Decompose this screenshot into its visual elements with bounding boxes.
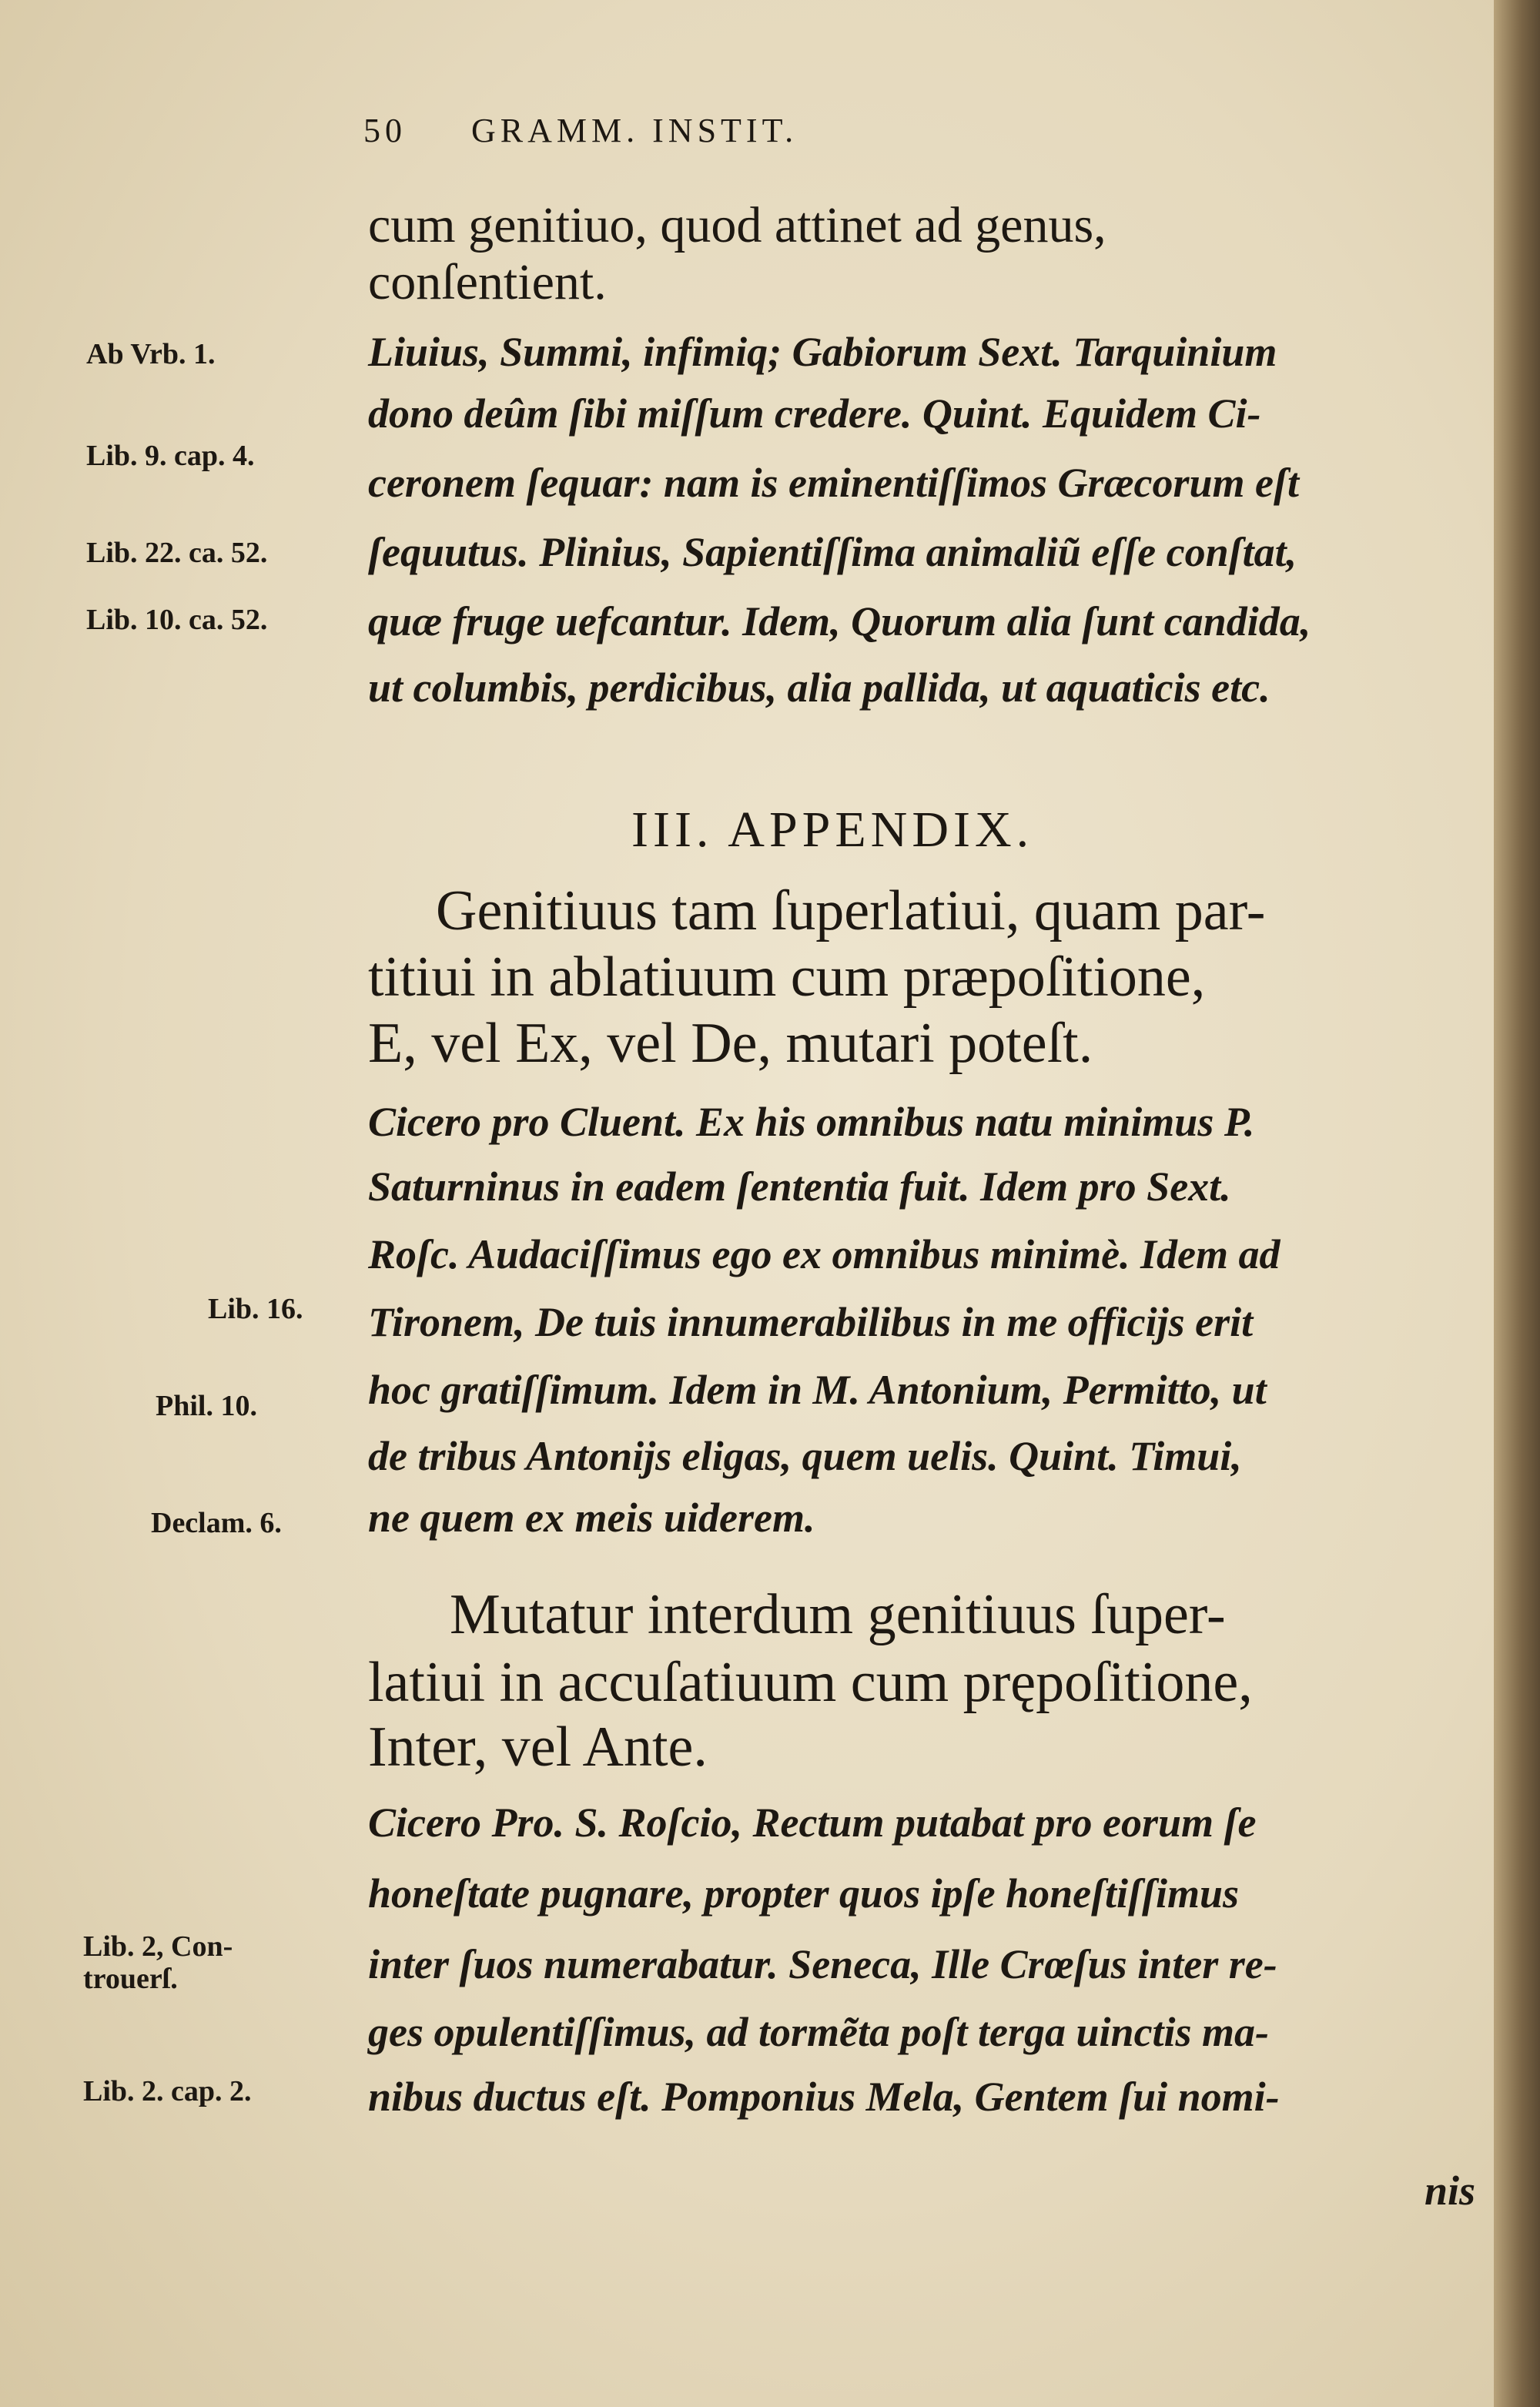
margin-note: Lib. 2, Con- [83,1930,233,1963]
example-line: honeſtate pugnare, propter quos ipſe honeſtiſſimus [368,1870,1240,1917]
catchword: nis [1424,2168,1476,2214]
margin-note: Lib. 9. cap. 4. [86,440,255,472]
quotation-line: ſequutus. Plinius, Sapientiſſima animaliũ eſſe conſtat, [368,529,1297,575]
rule-line: E, vel Ex, vel De, mutari poteſt. [368,1012,1093,1075]
example-line: ne quem ex meis uiderem. [368,1495,815,1541]
quotation-line: dono deûm ſibi miſſum credere. Quint. Equidem Ci- [368,390,1261,437]
margin-note: Declam. 6. [151,1507,282,1539]
quotation-line: ceronem ſequar: nam is eminentiſſimos Græcorum eſt [368,460,1299,506]
example-line: Cicero Pro. S. Roſcio, Rectum putabat pro eorum ſe [368,1799,1257,1846]
rule-line: titiui in ablatiuum cum præpoſitione, [368,946,1206,1009]
quotation-line: quæ fruge uefcantur. Idem, Quorum alia ſunt candida, [368,598,1311,644]
text-line: conſentient. [368,254,607,310]
example-line: Tironem, De tuis innumerabilibus in me officijs erit [368,1299,1254,1345]
example-line: de tribus Antonijs eligas, quem uelis. Quint. Timui, [368,1433,1242,1479]
text-line: cum genitiuo, quod attinet ad genus, [368,197,1106,253]
margin-note: Ab Vrb. 1. [86,338,216,370]
rule-line: Mutatur interdum genitiuus ſuper- [450,1583,1226,1646]
rule-line: Genitiuus tam ſuperlatiui, quam par- [436,879,1266,942]
margin-note: Phil. 10. [156,1390,257,1422]
example-line: hoc gratiſſimum. Idem in M. Antonium, Permitto, ut [368,1367,1267,1413]
example-line: inter ſuos numerabatur. Seneca, Ille Crœſus inter re- [368,1941,1277,1987]
book-spine-edge [1494,0,1540,2407]
quotation-line: ut columbis, perdicibus, alia pallida, ut aquaticis etc. [368,665,1270,711]
margin-note: Lib. 22. ca. 52. [86,537,268,569]
example-line: Saturninus in eadem ſententia fuit. Idem pro Sext. [368,1163,1231,1210]
page-number: 50 [363,112,407,149]
example-line: ges opulentiſſimus, ad tormẽta poſt terga uinctis ma- [368,2009,1270,2055]
margin-note: Lib. 10. ca. 52. [86,604,268,636]
margin-note: trouerſ. [83,1963,178,1995]
running-title: GRAMM. INSTIT. [471,112,798,149]
example-line: Cicero pro Cluent. Ex his omnibus natu minimus P. [368,1099,1255,1145]
margin-note: Lib. 16. [208,1293,303,1325]
example-line: Roſc. Audaciſſimus ego ex omnibus minimè. Idem ad [368,1231,1281,1277]
rule-line: latiui in accuſatiuum cum prępoſitione, [368,1651,1253,1714]
section-heading: III. APPENDIX. [631,802,1034,858]
example-line: nibus ductus eſt. Pomponius Mela, Gentem ſui nomi- [368,2074,1280,2120]
margin-note: Lib. 2. cap. 2. [83,2075,252,2107]
rule-line: Inter, vel Ante. [368,1716,708,1779]
quotation-line: Liuius, Summi, infimiq; Gabiorum Sext. Tarquinium [368,329,1277,375]
